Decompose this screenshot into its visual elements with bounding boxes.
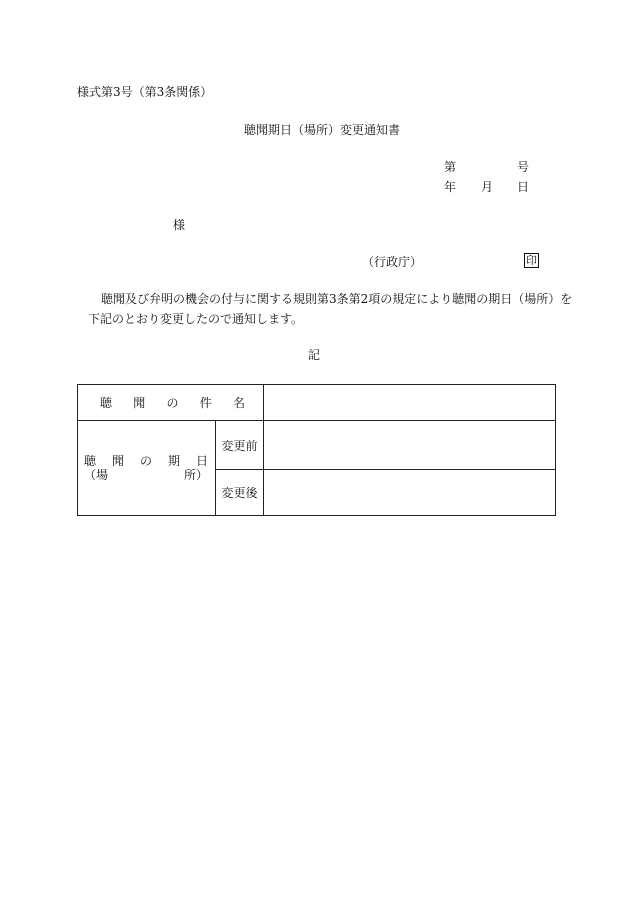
ki-heading: 記 <box>308 348 321 362</box>
date-day: 日 <box>517 180 530 194</box>
case-name-label: 聴 聞 の 件 名 <box>78 385 264 421</box>
before-change-label: 変更前 <box>216 421 264 470</box>
document-title: 聴聞期日（場所）変更通知書 <box>244 123 401 137</box>
detail-table <box>77 384 556 516</box>
body-line-1: 聴聞及び弁明の機会の付与に関する規則第3条第2項の規定により聴聞の期日（場所）を <box>101 292 573 306</box>
after-change-label: 変更後 <box>216 470 264 516</box>
body-line-2: 下記のとおり変更したので通知します。 <box>88 312 304 326</box>
table-row <box>78 421 556 470</box>
ref-number-prefix: 第 <box>444 160 457 174</box>
agency-label: （行政庁） <box>362 255 423 269</box>
addressee-suffix: 様 <box>173 218 186 232</box>
seal-mark: 印 <box>526 254 537 267</box>
before-change-value[interactable] <box>264 421 556 470</box>
form-number: 様式第3号（第3条関係） <box>77 85 213 99</box>
case-name-value[interactable] <box>264 385 556 421</box>
date-month: 月 <box>481 180 494 194</box>
ref-number-suffix: 号 <box>517 160 530 174</box>
table-row <box>78 385 556 421</box>
after-change-value[interactable] <box>264 470 556 516</box>
schedule-label: 聴 聞 の 期 日 （場 所） <box>78 421 216 516</box>
date-year: 年 <box>444 180 457 194</box>
